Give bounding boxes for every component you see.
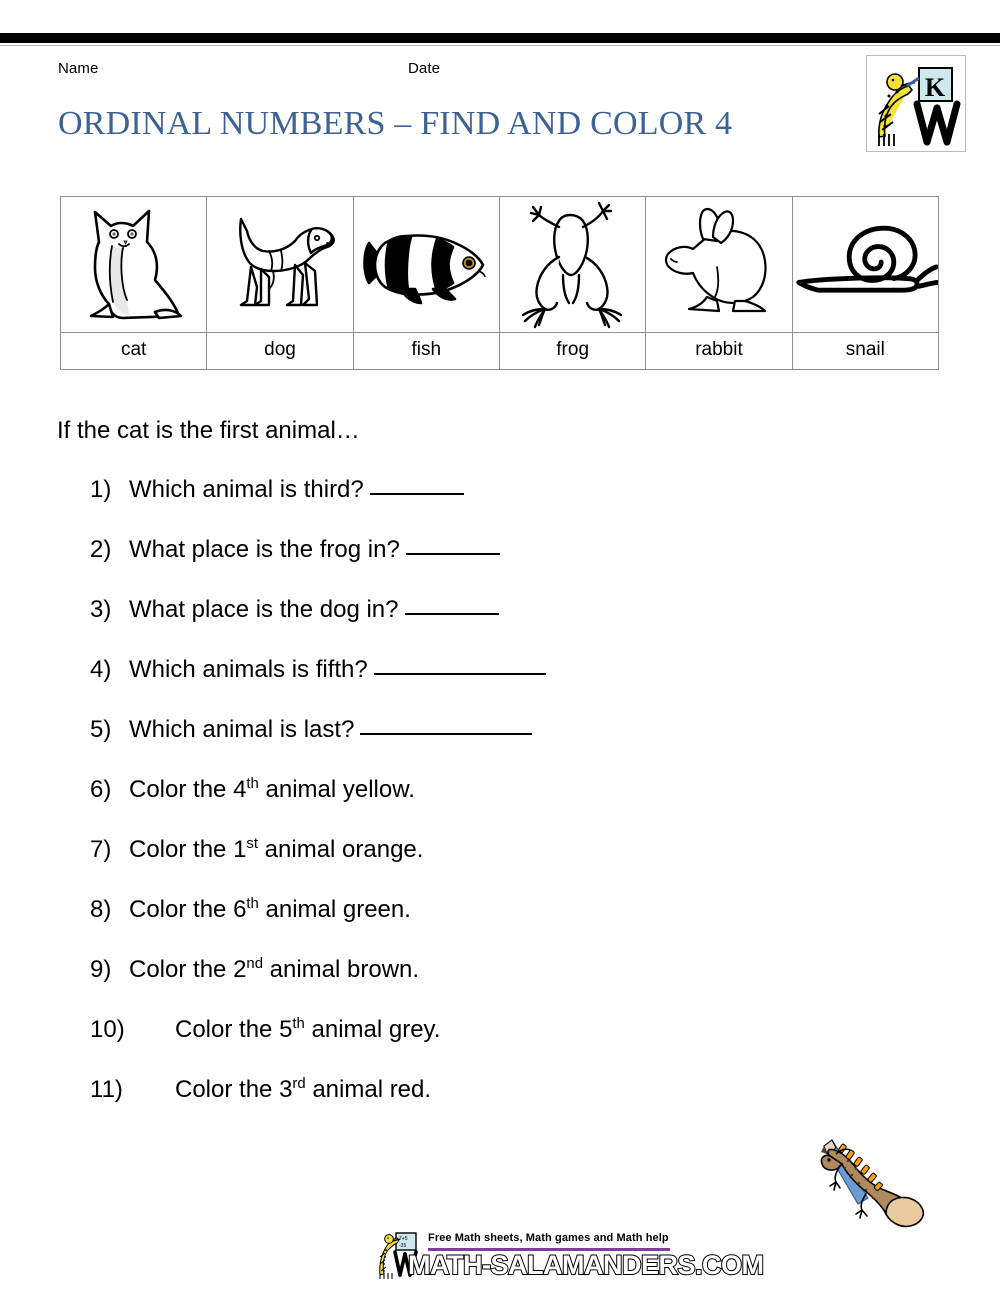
answer-blank[interactable] [374, 673, 546, 675]
cat-illustration [61, 197, 206, 332]
ordinal-digit: 3 [279, 1076, 293, 1103]
question-text [175, 1016, 440, 1044]
animal-cell-frog [499, 197, 645, 333]
question-text [129, 956, 419, 984]
question-text [129, 596, 499, 624]
question-row [57, 536, 937, 596]
salamander-body [821, 1144, 923, 1227]
intro-sentence: If the cat is the first animal… [57, 417, 360, 444]
question-list [57, 476, 937, 1136]
question-text-after: animal red. [305, 1076, 432, 1103]
question-text-after: animal yellow. [258, 776, 415, 803]
question-text-before: Color the [175, 1016, 280, 1043]
question-text-before: Which animals is fifth? [129, 656, 368, 683]
svg-text:-35: -35 [399, 1243, 407, 1249]
ordinal-digit: 4 [233, 776, 247, 803]
question-number: 7) [90, 836, 112, 863]
snail-illustration [793, 197, 938, 332]
question-number: 6) [90, 776, 112, 803]
question-text-after: animal orange. [258, 836, 424, 863]
rabbit-illustration [646, 197, 791, 332]
question-row [57, 956, 937, 1016]
answer-blank[interactable] [370, 493, 464, 495]
question-text [129, 896, 411, 924]
page-title: ORDINAL NUMBERS – FIND AND COLOR 4 [58, 105, 733, 142]
question-text-before: Color the [129, 956, 234, 983]
ordinal-digit: 2 [233, 956, 247, 983]
frog-illustration [500, 197, 645, 332]
question-text [129, 476, 464, 504]
svg-text:7+5: 7+5 [399, 1236, 408, 1242]
animal-label-cat: cat [61, 333, 207, 370]
ordinal-digit: 1 [233, 836, 247, 863]
answer-blank[interactable] [406, 553, 500, 555]
answer-blank[interactable] [360, 733, 532, 735]
question-number: 11) [90, 1076, 123, 1103]
question-text-before: Color the [129, 896, 234, 923]
answer-blank[interactable] [405, 613, 499, 615]
corner-logo-artwork [867, 56, 965, 151]
question-row [57, 716, 937, 776]
question-text [129, 656, 546, 684]
question-number: 5) [90, 716, 112, 743]
question-row [57, 896, 937, 956]
animal-label-dog: dog [207, 333, 353, 370]
fish-illustration [354, 197, 499, 332]
question-number: 2) [90, 536, 112, 563]
question-row [57, 1016, 937, 1076]
animal-picture-row [61, 197, 939, 333]
question-text-before: Color the [129, 776, 234, 803]
animal-cell-cat [61, 197, 207, 333]
animal-label-fish: fish [353, 333, 499, 370]
animal-label-row [61, 333, 939, 370]
question-text-before: Color the [175, 1076, 280, 1103]
question-number: 4) [90, 656, 112, 683]
question-text [129, 836, 423, 864]
question-text [129, 716, 532, 744]
animal-label-frog: frog [499, 333, 645, 370]
question-row [57, 656, 937, 716]
question-text-before: Which animal is last? [129, 716, 355, 743]
question-number: 1) [90, 476, 112, 503]
name-label: Name [58, 60, 99, 77]
ordinal-suffix: th [246, 896, 259, 912]
dog-illustration [207, 197, 352, 332]
question-row [57, 836, 937, 896]
question-text-after: animal grey. [304, 1016, 441, 1043]
question-number: 10) [90, 1016, 125, 1043]
question-number: 9) [90, 956, 112, 983]
ordinal-suffix: rd [292, 1076, 306, 1092]
question-row [57, 596, 937, 656]
ordinal-suffix: nd [246, 956, 263, 972]
footer-tagline: Free Math sheets, Math games and Math help [428, 1232, 669, 1244]
question-row [57, 476, 937, 536]
animal-cell-snail [792, 197, 938, 333]
animal-label-snail: snail [792, 333, 938, 370]
ordinal-digit: 5 [279, 1016, 293, 1043]
corner-logo-letter: K [924, 73, 946, 102]
question-number: 3) [90, 596, 112, 623]
date-label: Date [408, 60, 441, 77]
animal-label-rabbit: rabbit [646, 333, 792, 370]
salamander-with-pencil-illustration [812, 1128, 937, 1233]
header-divider-rule [0, 33, 1000, 43]
ordinal-suffix: th [292, 1016, 305, 1032]
question-number: 8) [90, 896, 112, 923]
animal-cell-dog [207, 197, 353, 333]
question-row [57, 776, 937, 836]
animal-sequence-table [60, 196, 939, 370]
question-text-before: What place is the dog in? [129, 596, 399, 623]
ordinal-suffix: st [246, 836, 258, 852]
question-text-before: Which animal is third? [129, 476, 364, 503]
math-salamanders-corner-logo [866, 55, 966, 152]
question-text-before: Color the [129, 836, 234, 863]
question-row [57, 1076, 937, 1136]
question-text-after: animal brown. [262, 956, 420, 983]
question-text-before: What place is the frog in? [129, 536, 400, 563]
footer-site-name: MATH-SALAMANDERS.COM [408, 1250, 764, 1280]
header-divider-rule-thin [0, 45, 1000, 46]
question-text-after: animal green. [258, 896, 411, 923]
question-text [175, 1076, 431, 1104]
ordinal-suffix: th [246, 776, 259, 792]
ordinal-digit: 6 [233, 896, 247, 923]
animal-cell-fish [353, 197, 499, 333]
animal-cell-rabbit [646, 197, 792, 333]
question-text [129, 776, 415, 804]
footer [376, 1230, 764, 1282]
question-text [129, 536, 500, 564]
